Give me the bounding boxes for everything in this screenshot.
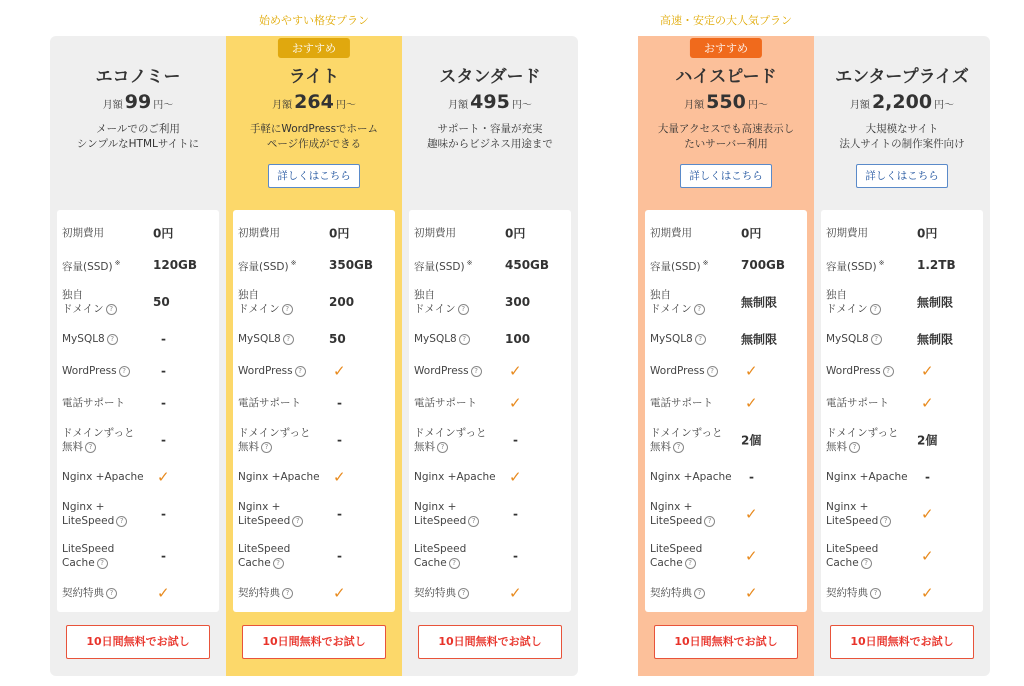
- spec-label: LiteSpeed Cache ?: [650, 543, 703, 569]
- spec-row: [645, 324, 807, 354]
- help-icon[interactable]: ?: [694, 304, 705, 315]
- spec-label: 電話サポート: [414, 397, 477, 409]
- check-icon: ✓: [745, 547, 758, 565]
- spec-label: 電話サポート: [62, 397, 125, 409]
- plan-price: 月額 495 円〜: [448, 91, 532, 113]
- spec-table: [821, 210, 983, 612]
- dash-icon: -: [925, 470, 930, 484]
- spec-label: Nginx + LiteSpeed ?: [650, 500, 742, 528]
- dash-icon: -: [337, 507, 342, 521]
- spec-row: [645, 388, 807, 418]
- spec-value: 100: [505, 332, 531, 346]
- spec-label: 独自 ドメイン ?: [650, 288, 742, 316]
- spec-label: 容量(SSD) ※: [826, 259, 885, 273]
- help-icon[interactable]: ?: [883, 366, 894, 377]
- plan-column: [50, 36, 226, 676]
- spec-label: 契約特典 ?: [414, 586, 506, 600]
- plan-name: エンタープライズ: [835, 67, 969, 87]
- spec-label: 初期費用: [238, 227, 280, 239]
- spec-row: [821, 536, 983, 576]
- spec-label: 独自 ドメイン ?: [414, 288, 506, 316]
- spec-label: MySQL8 ?: [650, 332, 742, 346]
- spec-row: [821, 420, 983, 460]
- spec-label: Nginx + LiteSpeed ?: [62, 500, 154, 528]
- spec-label: ドメインずっと 無料 ?: [414, 427, 487, 453]
- spec-row: [233, 494, 395, 534]
- spec-label: Nginx + LiteSpeed ?: [414, 500, 506, 528]
- help-icon[interactable]: ?: [704, 516, 715, 527]
- help-icon[interactable]: ?: [119, 366, 130, 377]
- spec-value: 無制限: [917, 332, 954, 347]
- help-icon[interactable]: ?: [870, 588, 881, 599]
- plan-name: スタンダード: [439, 67, 541, 87]
- spec-row: [233, 578, 395, 608]
- help-icon[interactable]: ?: [458, 304, 469, 315]
- spec-row: [57, 282, 219, 322]
- plan-name: ハイスピード: [675, 67, 777, 87]
- spec-label: 容量(SSD) ※: [62, 259, 121, 273]
- spec-label: MySQL8 ?: [414, 332, 506, 346]
- check-icon: ✓: [333, 362, 346, 380]
- price-value: 99: [124, 91, 152, 113]
- spec-label: WordPress ?: [238, 364, 330, 378]
- plan-price: 月額 550 円〜: [684, 91, 768, 113]
- help-icon[interactable]: ?: [694, 588, 705, 599]
- spec-label: Nginx +Apache: [62, 471, 144, 483]
- spec-row: [645, 282, 807, 322]
- spec-table: [409, 210, 571, 612]
- help-icon[interactable]: ?: [292, 516, 303, 527]
- spec-label: 契約特典 ?: [650, 586, 742, 600]
- spec-label: WordPress ?: [650, 364, 742, 378]
- check-icon: ✓: [333, 468, 346, 486]
- spec-row: [645, 420, 807, 460]
- spec-label: 容量(SSD) ※: [414, 259, 473, 273]
- spec-row: [57, 462, 219, 492]
- dash-icon: -: [161, 396, 166, 410]
- plan-name: エコノミー: [95, 67, 181, 87]
- spec-row: [57, 250, 219, 280]
- plan-column: [814, 36, 990, 676]
- group-label-budget: 始めやすい格安プラン: [259, 14, 369, 27]
- spec-value: 50: [329, 332, 346, 346]
- spec-row: [57, 578, 219, 608]
- spec-row: [821, 462, 983, 492]
- spec-label: 独自 ドメイン ?: [62, 288, 154, 316]
- help-icon[interactable]: ?: [261, 442, 272, 453]
- spec-label: Nginx +Apache: [826, 471, 908, 483]
- spec-value: 2個: [741, 433, 762, 448]
- plan-description: メールでのご利用 シンプルなHTMLサイトに: [76, 123, 200, 150]
- spec-label: Nginx + LiteSpeed ?: [826, 500, 918, 528]
- spec-value: 0円: [741, 226, 762, 241]
- spec-table: [645, 210, 807, 612]
- spec-row: [409, 536, 571, 576]
- spec-label: Nginx +Apache: [238, 471, 320, 483]
- price-value: 495: [470, 91, 510, 113]
- spec-label: 契約特典 ?: [238, 586, 330, 600]
- plan-column: [638, 36, 814, 676]
- help-icon[interactable]: ?: [106, 588, 117, 599]
- details-button[interactable]: 詳しくはこちら: [268, 164, 360, 188]
- check-icon: ✓: [921, 505, 934, 523]
- plan-price: 月額 2,200 円〜: [849, 91, 955, 113]
- spec-row: [233, 388, 395, 418]
- spec-row: [233, 250, 395, 280]
- plan-name: ライト: [288, 67, 340, 87]
- help-icon[interactable]: ?: [468, 516, 479, 527]
- spec-label: ドメインずっと 無料 ?: [62, 427, 135, 453]
- check-icon: ✓: [157, 468, 170, 486]
- spec-row: [645, 218, 807, 248]
- free-trial-button[interactable]: 10日間無料でお試し: [830, 625, 974, 659]
- spec-label: WordPress ?: [826, 364, 918, 378]
- price-value: 550: [706, 91, 746, 113]
- help-icon[interactable]: ?: [107, 334, 118, 345]
- spec-row: [409, 420, 571, 460]
- plan-description: 手軽にWordPressでホーム ページ作成ができる: [249, 123, 379, 150]
- help-icon[interactable]: ?: [282, 588, 293, 599]
- check-icon: ✓: [509, 362, 522, 380]
- spec-row: [233, 420, 395, 460]
- help-icon[interactable]: ?: [273, 558, 284, 569]
- spec-label: LiteSpeed Cache ?: [62, 543, 115, 569]
- spec-row: [821, 218, 983, 248]
- check-icon: ✓: [509, 468, 522, 486]
- dash-icon: -: [161, 332, 166, 346]
- spec-row: [233, 218, 395, 248]
- spec-label: 初期費用: [414, 227, 456, 239]
- plan-description: 大量アクセスでも高速表示し たいサーバー利用: [657, 123, 795, 150]
- spec-label: MySQL8 ?: [238, 332, 330, 346]
- dash-icon: -: [337, 396, 342, 410]
- spec-label: Nginx +Apache: [414, 471, 496, 483]
- spec-label: ドメインずっと 無料 ?: [826, 427, 899, 453]
- help-icon[interactable]: ?: [880, 516, 891, 527]
- check-icon: ✓: [157, 584, 170, 602]
- spec-row: [57, 324, 219, 354]
- spec-row: [233, 536, 395, 576]
- help-icon[interactable]: ?: [437, 442, 448, 453]
- dash-icon: -: [161, 433, 166, 447]
- dash-icon: -: [161, 507, 166, 521]
- check-icon: ✓: [745, 362, 758, 380]
- spec-label: Nginx +Apache: [650, 471, 732, 483]
- free-trial-button[interactable]: 10日間無料でお試し: [418, 625, 562, 659]
- spec-value: 200: [329, 295, 355, 309]
- spec-row: [409, 324, 571, 354]
- group-label-popular: 高速・安定の大人気プラン: [660, 14, 792, 27]
- check-icon: ✓: [333, 584, 346, 602]
- spec-value: 無制限: [917, 295, 954, 310]
- spec-label: LiteSpeed Cache ?: [414, 543, 467, 569]
- price-value: 2,200: [871, 91, 933, 113]
- spec-value: 1.2TB: [917, 258, 956, 272]
- spec-label: ドメインずっと 無料 ?: [650, 427, 723, 453]
- spec-value: 450GB: [505, 258, 550, 272]
- spec-label: 初期費用: [62, 227, 104, 239]
- spec-label: 契約特典 ?: [826, 586, 918, 600]
- help-icon[interactable]: ?: [685, 558, 696, 569]
- dash-icon: -: [513, 433, 518, 447]
- spec-row: [821, 324, 983, 354]
- spec-label: MySQL8 ?: [62, 332, 154, 346]
- spec-label: ドメインずっと 無料 ?: [238, 427, 311, 453]
- spec-row: [645, 356, 807, 386]
- recommended-badge: おすすめ: [690, 38, 762, 58]
- spec-row: [57, 536, 219, 576]
- dash-icon: -: [337, 433, 342, 447]
- help-icon[interactable]: ?: [695, 334, 706, 345]
- help-icon[interactable]: ?: [459, 334, 470, 345]
- spec-row: [645, 578, 807, 608]
- spec-value: 120GB: [153, 258, 198, 272]
- help-icon[interactable]: ?: [871, 334, 882, 345]
- check-icon: ✓: [921, 547, 934, 565]
- dash-icon: -: [749, 470, 754, 484]
- plan-column: [402, 36, 578, 676]
- spec-label: 初期費用: [650, 227, 692, 239]
- spec-row: [645, 250, 807, 280]
- help-icon[interactable]: ?: [861, 558, 872, 569]
- spec-row: [409, 494, 571, 534]
- spec-label: 初期費用: [826, 227, 868, 239]
- spec-row: [409, 388, 571, 418]
- help-icon[interactable]: ?: [295, 366, 306, 377]
- plan-price: 月額 264 円〜: [272, 91, 356, 113]
- spec-value: 700GB: [741, 258, 786, 272]
- check-icon: ✓: [509, 394, 522, 412]
- price-value: 264: [294, 91, 334, 113]
- dash-icon: -: [513, 549, 518, 563]
- check-icon: ✓: [921, 394, 934, 412]
- spec-row: [409, 218, 571, 248]
- help-icon[interactable]: ?: [85, 442, 96, 453]
- spec-label: WordPress ?: [414, 364, 506, 378]
- spec-label: 容量(SSD) ※: [650, 259, 709, 273]
- spec-row: [409, 356, 571, 386]
- spec-row: [57, 494, 219, 534]
- free-trial-button[interactable]: 10日間無料でお試し: [242, 625, 386, 659]
- spec-row: [57, 420, 219, 460]
- help-icon[interactable]: ?: [471, 366, 482, 377]
- spec-row: [409, 282, 571, 322]
- spec-label: MySQL8 ?: [826, 332, 918, 346]
- spec-label: 電話サポート: [238, 397, 301, 409]
- help-icon[interactable]: ?: [106, 304, 117, 315]
- spec-value: 2個: [917, 433, 938, 448]
- dash-icon: -: [513, 507, 518, 521]
- check-icon: ✓: [745, 584, 758, 602]
- help-icon[interactable]: ?: [449, 558, 460, 569]
- spec-row: [409, 578, 571, 608]
- spec-label: 電話サポート: [650, 397, 713, 409]
- spec-label: LiteSpeed Cache ?: [238, 543, 291, 569]
- help-icon[interactable]: ?: [673, 442, 684, 453]
- help-icon[interactable]: ?: [870, 304, 881, 315]
- spec-label: 独自 ドメイン ?: [238, 288, 330, 316]
- spec-row: [821, 578, 983, 608]
- spec-label: 契約特典 ?: [62, 586, 154, 600]
- spec-row: [645, 536, 807, 576]
- spec-label: WordPress ?: [62, 364, 154, 378]
- dash-icon: -: [161, 549, 166, 563]
- spec-row: [409, 250, 571, 280]
- check-icon: ✓: [921, 362, 934, 380]
- recommended-badge: おすすめ: [278, 38, 350, 58]
- spec-table: [57, 210, 219, 612]
- help-icon[interactable]: ?: [97, 558, 108, 569]
- free-trial-button[interactable]: 10日間無料でお試し: [654, 625, 798, 659]
- spec-row: [233, 462, 395, 492]
- free-trial-button[interactable]: 10日間無料でお試し: [66, 625, 210, 659]
- spec-row: [57, 356, 219, 386]
- spec-value: 0円: [329, 226, 350, 241]
- spec-label: 独自 ドメイン ?: [826, 288, 918, 316]
- help-icon[interactable]: ?: [458, 588, 469, 599]
- check-icon: ✓: [745, 505, 758, 523]
- help-icon[interactable]: ?: [282, 304, 293, 315]
- spec-label: Nginx + LiteSpeed ?: [238, 500, 330, 528]
- spec-value: 0円: [153, 226, 174, 241]
- spec-value: 無制限: [741, 332, 778, 347]
- plan-description: サポート・容量が充実 趣味からビジネス用途まで: [427, 123, 553, 150]
- plan-column: [226, 36, 402, 676]
- help-icon[interactable]: ?: [849, 442, 860, 453]
- details-button[interactable]: 詳しくはこちら: [856, 164, 948, 188]
- spec-row: [233, 356, 395, 386]
- spec-row: [645, 494, 807, 534]
- spec-value: 300: [505, 295, 531, 309]
- spec-value: 350GB: [329, 258, 374, 272]
- spec-value: 0円: [917, 226, 938, 241]
- help-icon[interactable]: ?: [116, 516, 127, 527]
- spec-row: [821, 250, 983, 280]
- spec-row: [233, 324, 395, 354]
- spec-label: LiteSpeed Cache ?: [826, 543, 879, 569]
- spec-value: 50: [153, 295, 170, 309]
- plan-description: 大規模なサイト 法人サイトの制作案件向け: [839, 123, 965, 150]
- spec-row: [821, 356, 983, 386]
- spec-row: [57, 388, 219, 418]
- dash-icon: -: [337, 549, 342, 563]
- spec-value: 0円: [505, 226, 526, 241]
- spec-row: [821, 282, 983, 322]
- spec-row: [645, 462, 807, 492]
- spec-table: [233, 210, 395, 612]
- check-icon: ✓: [745, 394, 758, 412]
- plan-price: 月額 99 円〜: [102, 91, 174, 113]
- dash-icon: -: [161, 364, 166, 378]
- spec-row: [821, 388, 983, 418]
- check-icon: ✓: [509, 584, 522, 602]
- help-icon[interactable]: ?: [283, 334, 294, 345]
- spec-row: [233, 282, 395, 322]
- spec-value: 無制限: [741, 295, 778, 310]
- help-icon[interactable]: ?: [707, 366, 718, 377]
- spec-label: 容量(SSD) ※: [238, 259, 297, 273]
- spec-label: 電話サポート: [826, 397, 889, 409]
- spec-row: [409, 462, 571, 492]
- check-icon: ✓: [921, 584, 934, 602]
- details-button[interactable]: 詳しくはこちら: [680, 164, 772, 188]
- spec-row: [57, 218, 219, 248]
- spec-row: [821, 494, 983, 534]
